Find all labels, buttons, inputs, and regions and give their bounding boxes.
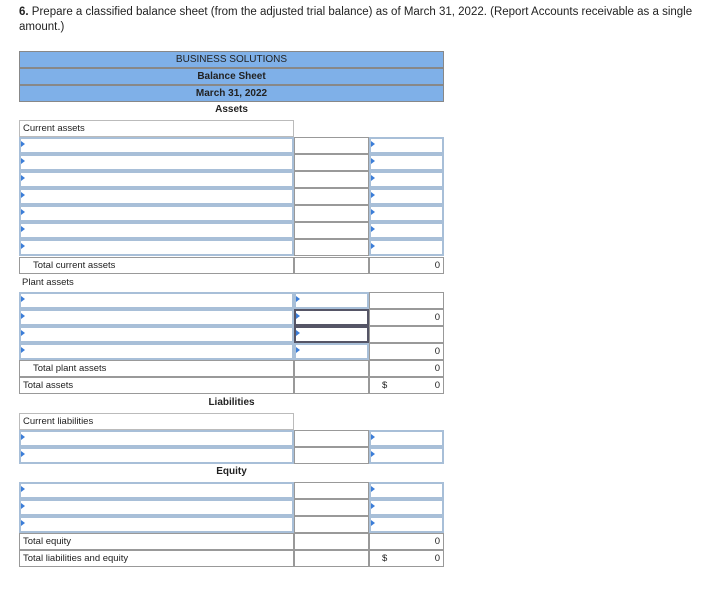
plant-asset-subtotal-1: 0 [369, 309, 444, 326]
liability-name-input-1[interactable] [19, 430, 294, 447]
current-asset-col1-cell-1 [294, 137, 369, 154]
current-assets-rows [19, 137, 444, 257]
question-prompt [19, 5, 709, 35]
input-marker-icon [21, 296, 25, 302]
input-marker-icon [21, 243, 25, 249]
total-liabilities-and-equity-dollar-sign: $ [382, 553, 388, 564]
total-liabilities-and-equity-value: 0 [434, 553, 440, 564]
assets-heading: Assets [215, 104, 248, 115]
liabilities-heading: Liabilities [208, 397, 255, 408]
total-equity-col1 [294, 533, 369, 550]
company-name-header [19, 51, 444, 68]
input-marker-icon [371, 520, 375, 526]
current-asset-col1-cell-5 [294, 205, 369, 222]
input-marker-icon [371, 243, 375, 249]
input-marker-icon [371, 451, 375, 457]
input-marker-icon [296, 347, 300, 353]
total-equity-value: 0 [369, 533, 444, 550]
liability-col1-cell-2 [294, 447, 369, 464]
input-marker-icon [21, 451, 25, 457]
plant-asset-subtotal-2: 0 [369, 343, 444, 360]
current-asset-name-input-2[interactable] [19, 154, 294, 171]
input-marker-icon [21, 209, 25, 215]
current-asset-amount-input-1[interactable] [369, 137, 444, 154]
statement-title: Balance Sheet [197, 71, 266, 82]
liability-name-input-2[interactable] [19, 447, 294, 464]
input-marker-icon [21, 226, 25, 232]
input-marker-icon [371, 209, 375, 215]
input-marker-icon [371, 503, 375, 509]
total-plant-assets-label: Total plant assets [19, 360, 294, 377]
plant-asset-contra-amount-input-2[interactable] [294, 343, 369, 360]
current-asset-amount-input-5[interactable] [369, 205, 444, 222]
input-marker-icon [296, 313, 300, 319]
total-current-assets-value: 0 [369, 257, 444, 274]
plant-asset-amount-input-1[interactable] [294, 292, 369, 309]
total-assets-value: 0 [434, 380, 440, 391]
equity-name-input-2[interactable] [19, 499, 294, 516]
equity-col1-cell-3 [294, 516, 369, 533]
total-plant-assets-col1 [294, 360, 369, 377]
input-marker-icon [21, 434, 25, 440]
current-asset-col1-cell-3 [294, 171, 369, 188]
input-marker-icon [371, 434, 375, 440]
equity-amount-input-1[interactable] [369, 482, 444, 499]
total-assets-value-cell [369, 377, 444, 394]
input-marker-icon [21, 175, 25, 181]
equity-col1-cell-2 [294, 499, 369, 516]
input-marker-icon [371, 158, 375, 164]
current-asset-name-input-3[interactable] [19, 171, 294, 188]
statement-date: March 31, 2022 [195, 88, 268, 99]
input-marker-icon [21, 141, 25, 147]
plant-asset-contra-amount-input-1[interactable] [294, 309, 369, 326]
current-asset-name-input-4[interactable] [19, 188, 294, 205]
input-marker-icon [371, 141, 375, 147]
plant-asset-col2-cell-2 [369, 326, 444, 343]
current-asset-col1-cell-7 [294, 239, 369, 256]
total-assets-col1 [294, 377, 369, 394]
input-marker-icon [21, 520, 25, 526]
total-assets-dollar-sign: $ [382, 380, 388, 391]
equity-col1-cell-1 [294, 482, 369, 499]
total-liabilities-and-equity-col1 [294, 550, 369, 567]
input-marker-icon [296, 330, 300, 336]
total-liabilities-and-equity-label: Total liabilities and equity [19, 550, 294, 567]
current-asset-name-input-7[interactable] [19, 239, 294, 256]
question-text: Prepare a classified balance sheet (from the adjusted trial balance) as of March 31, 2022. (Report Accounts receivable as a single amount.) [19, 6, 693, 33]
current-asset-col1-cell-4 [294, 188, 369, 205]
current-asset-amount-input-6[interactable] [369, 222, 444, 239]
total-plant-assets-value: 0 [369, 360, 444, 377]
input-marker-icon [21, 192, 25, 198]
liability-amount-input-1[interactable] [369, 430, 444, 447]
current-asset-name-input-5[interactable] [19, 205, 294, 222]
company-name: BUSINESS SOLUTIONS [175, 54, 288, 65]
input-marker-icon [371, 175, 375, 181]
input-marker-icon [371, 486, 375, 492]
question-number: 6. [19, 6, 29, 18]
equity-name-input-1[interactable] [19, 482, 294, 499]
current-asset-amount-input-3[interactable] [369, 171, 444, 188]
input-marker-icon [21, 503, 25, 509]
total-equity-label: Total equity [19, 533, 294, 550]
equity-amount-input-2[interactable] [369, 499, 444, 516]
current-asset-name-input-6[interactable] [19, 222, 294, 239]
statement-title-header [19, 68, 444, 85]
plant-asset-contra-name-input-2[interactable] [19, 343, 294, 360]
input-marker-icon [21, 330, 25, 336]
current-asset-amount-input-4[interactable] [369, 188, 444, 205]
input-marker-icon [21, 486, 25, 492]
equity-name-input-3[interactable] [19, 516, 294, 533]
current-asset-col1-cell-2 [294, 154, 369, 171]
plant-asset-contra-name-input-1[interactable] [19, 309, 294, 326]
equity-amount-input-3[interactable] [369, 516, 444, 533]
liability-col1-cell-1 [294, 430, 369, 447]
plant-asset-name-input-1[interactable] [19, 292, 294, 309]
current-assets-label: Current assets [19, 120, 294, 137]
input-marker-icon [21, 313, 25, 319]
input-marker-icon [296, 296, 300, 302]
current-asset-name-input-1[interactable] [19, 137, 294, 154]
current-asset-amount-input-2[interactable] [369, 154, 444, 171]
total-assets-label: Total assets [19, 377, 294, 394]
input-marker-icon [371, 226, 375, 232]
plant-asset-name-input-2[interactable] [19, 326, 294, 343]
current-asset-col1-cell-6 [294, 222, 369, 239]
total-current-assets-col1 [294, 257, 369, 274]
plant-assets-label: Plant assets [22, 277, 74, 288]
equity-heading: Equity [216, 466, 247, 477]
statement-date-header [19, 85, 444, 102]
total-current-assets-label: Total current assets [19, 257, 294, 274]
plant-asset-amount-input-2[interactable] [294, 326, 369, 343]
plant-asset-col2-cell-1 [369, 292, 444, 309]
input-marker-icon [21, 347, 25, 353]
current-liabilities-label: Current liabilities [19, 413, 294, 430]
total-liabilities-and-equity-value-cell [369, 550, 444, 567]
current-asset-amount-input-7[interactable] [369, 239, 444, 256]
liability-amount-input-2[interactable] [369, 447, 444, 464]
input-marker-icon [21, 158, 25, 164]
input-marker-icon [371, 192, 375, 198]
